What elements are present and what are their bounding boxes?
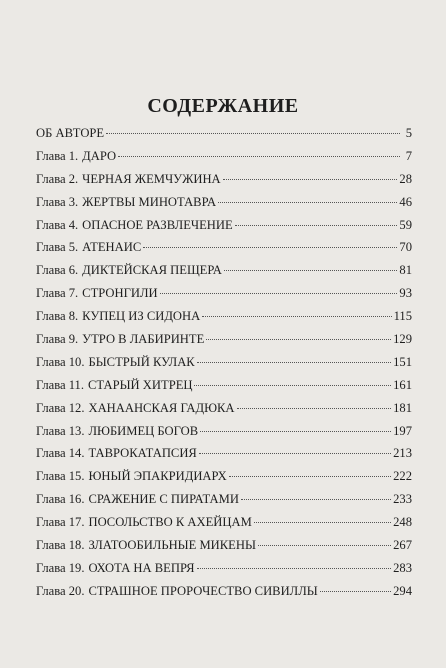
toc-page-number: 161 — [393, 377, 412, 392]
page-title: СОДЕРЖАНИЕ — [147, 95, 299, 117]
toc-entry-label — [36, 401, 235, 416]
toc-chapter-number: Глава 7. — [36, 286, 79, 301]
toc-chapter-number: Глава 2. — [36, 171, 79, 186]
toc-entry-label — [36, 240, 141, 255]
toc-page-number: 28 — [399, 171, 412, 186]
toc-leader-dots — [218, 202, 397, 203]
toc-entry-label — [36, 172, 221, 187]
toc-entry-label — [36, 263, 222, 278]
toc-entry — [36, 126, 412, 149]
toc-chapter-number: Глава 3. — [36, 194, 79, 209]
toc-chapter-number: Глава 13. — [36, 423, 85, 438]
toc-page-number: 115 — [393, 309, 412, 324]
toc-leader-dots — [235, 225, 398, 226]
toc-entry-label — [36, 218, 233, 233]
toc-chapter-number: Глава 15. — [36, 469, 85, 484]
toc-leader-dots — [206, 339, 391, 340]
toc-entry — [36, 309, 412, 332]
toc-leader-dots — [143, 247, 397, 248]
toc-page-number: 46 — [399, 194, 412, 209]
toc-entry — [36, 332, 412, 355]
toc-page-number: 233 — [393, 492, 412, 507]
toc-page-number: 93 — [399, 286, 412, 301]
toc-leader-dots — [237, 408, 392, 409]
toc-page-number: 70 — [399, 240, 412, 255]
toc-leader-dots — [199, 453, 391, 454]
toc-entry-label — [36, 355, 195, 370]
toc-entry — [36, 218, 412, 241]
toc-page-number: 5 — [405, 126, 412, 140]
toc-entry-label — [36, 309, 200, 324]
toc-chapter-title: КУПЕЦ ИЗ СИДОНА — [82, 309, 201, 324]
toc-entry — [36, 195, 412, 218]
toc-page-number: 283 — [393, 560, 412, 575]
toc-page-number: 213 — [393, 446, 412, 461]
toc-page-number: 151 — [393, 354, 412, 369]
toc-chapter-number: Глава 11. — [36, 377, 85, 392]
toc-entry-label — [36, 446, 197, 461]
toc-chapter-title: ЖЕРТВЫ МИНОТАВРА — [82, 194, 217, 209]
toc-entry — [36, 492, 412, 515]
toc-entry — [36, 561, 412, 584]
toc-chapter-title: ТАВРОКАТАПСИЯ — [88, 446, 197, 461]
toc-entry — [36, 149, 412, 172]
toc-leader-dots — [224, 270, 398, 271]
toc-entry — [36, 240, 412, 263]
toc-chapter-title: ОПАСНОЕ РАЗВЛЕЧЕНИЕ — [82, 217, 233, 232]
toc-page-number: 197 — [393, 423, 412, 438]
toc-leader-dots — [229, 476, 391, 477]
toc-leader-dots — [106, 133, 400, 134]
toc-leader-dots — [197, 568, 392, 569]
toc-entry-label — [36, 149, 116, 164]
toc-chapter-number: Глава 18. — [36, 538, 85, 553]
toc-chapter-number: Глава 8. — [36, 309, 79, 324]
toc-leader-dots — [197, 362, 391, 363]
toc-entry — [36, 584, 412, 607]
toc-entry — [36, 515, 412, 538]
toc-chapter-title: ОХОТА НА ВЕПРЯ — [88, 560, 195, 575]
toc-entry-label — [36, 332, 204, 347]
toc-chapter-number: Глава 12. — [36, 400, 85, 415]
toc-page-number: 222 — [393, 469, 412, 484]
toc-entry-label — [36, 469, 227, 484]
toc-entry — [36, 446, 412, 469]
toc-page-number: 81 — [399, 263, 412, 278]
toc-chapter-title: СРАЖЕНИЕ С ПИРАТАМИ — [88, 492, 239, 507]
toc-leader-dots — [254, 522, 391, 523]
toc-entry — [36, 469, 412, 492]
toc-page-number: 294 — [393, 583, 412, 598]
toc-entry — [36, 378, 412, 401]
toc-page-number: 267 — [393, 538, 412, 553]
toc-leader-dots — [241, 499, 391, 500]
toc-chapter-title: СТАРЫЙ ХИТРЕЦ — [88, 377, 193, 392]
toc-chapter-title: ДАРО — [82, 148, 117, 163]
toc-chapter-title: БЫСТРЫЙ КУЛАК — [88, 354, 195, 369]
toc-page-number: 181 — [393, 400, 412, 415]
toc-entry — [36, 263, 412, 286]
toc-chapter-number: Глава 16. — [36, 492, 85, 507]
table-of-contents — [36, 126, 412, 607]
toc-entry — [36, 286, 412, 309]
toc-entry-label — [36, 424, 198, 439]
toc-chapter-title: УТРО В ЛАБИРИНТЕ — [82, 332, 205, 347]
toc-entry-label — [36, 561, 195, 576]
toc-leader-dots — [160, 293, 398, 294]
toc-page-number: 129 — [393, 332, 412, 347]
toc-chapter-number: Глава 4. — [36, 217, 79, 232]
toc-chapter-title: ЛЮБИМЕЦ БОГОВ — [88, 423, 199, 438]
toc-leader-dots — [202, 316, 391, 317]
toc-leader-dots — [200, 431, 391, 432]
toc-chapter-number: Глава 20. — [36, 583, 85, 598]
toc-chapter-number: Глава 19. — [36, 560, 85, 575]
toc-page-number: 59 — [399, 217, 412, 232]
toc-page-number: 7 — [405, 148, 412, 163]
toc-chapter-title: СТРОНГИЛИ — [82, 286, 158, 301]
toc-chapter-title: ХАНААНСКАЯ ГАДЮКА — [88, 400, 235, 415]
toc-chapter-title: ЮНЫЙ ЭПАКРИДИАРХ — [88, 469, 227, 484]
toc-entry — [36, 424, 412, 447]
toc-entry-label — [36, 195, 216, 210]
toc-chapter-number: Глава 17. — [36, 515, 85, 530]
toc-entry-label — [36, 515, 252, 530]
toc-entry-label — [36, 378, 192, 393]
toc-chapter-number: Глава 6. — [36, 263, 79, 278]
toc-entry-label — [36, 538, 256, 553]
toc-chapter-title: ЧЕРНАЯ ЖЕМЧУЖИНА — [82, 171, 221, 186]
toc-entry-label — [36, 126, 104, 141]
toc-chapter-number: Глава 1. — [36, 148, 79, 163]
toc-leader-dots — [223, 179, 398, 180]
toc-entry — [36, 355, 412, 378]
toc-chapter-number: Глава 14. — [36, 446, 85, 461]
toc-entry-label — [36, 492, 239, 507]
toc-chapter-title: ЗЛАТООБИЛЬНЫЕ МИКЕНЫ — [88, 538, 256, 553]
toc-chapter-number: Глава 5. — [36, 240, 79, 255]
toc-chapter-title: АТЕНАИС — [82, 240, 142, 255]
toc-chapter-number: Глава 10. — [36, 354, 85, 369]
toc-leader-dots — [320, 591, 391, 592]
toc-chapter-title: ОБ АВТОРЕ — [36, 126, 105, 140]
toc-entry — [36, 401, 412, 424]
toc-leader-dots — [258, 545, 391, 546]
toc-entry — [36, 172, 412, 195]
toc-chapter-title: СТРАШНОЕ ПРОРОЧЕСТВО СИВИЛЛЫ — [88, 583, 318, 598]
toc-chapter-number: Глава 9. — [36, 332, 79, 347]
toc-page-number: 248 — [393, 515, 412, 530]
toc-entry-label — [36, 286, 158, 301]
toc-entry-label — [36, 584, 318, 599]
toc-chapter-title: ДИКТЕЙСКАЯ ПЕЩЕРА — [82, 263, 222, 278]
toc-entry — [36, 538, 412, 561]
toc-chapter-title: ПОСОЛЬСТВО К АХЕЙЦАМ — [88, 515, 252, 530]
toc-leader-dots — [194, 385, 391, 386]
toc-leader-dots — [118, 156, 400, 157]
